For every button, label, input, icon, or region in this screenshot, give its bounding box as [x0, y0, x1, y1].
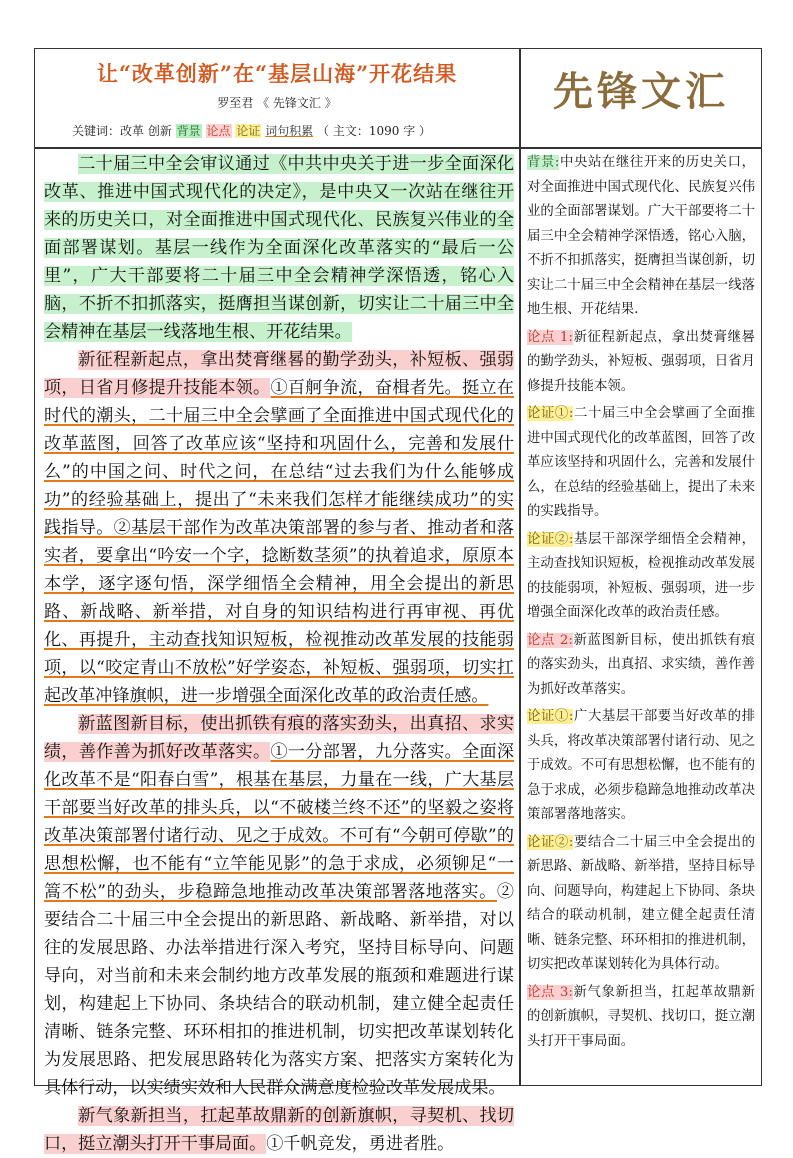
- argument-2-lead: 新蓝图新目标，使出抓铁有痕的落实劲头，出真招、求实绩，善作善为抓好改革落实。: [44, 714, 514, 762]
- side-argument-2-label: 论点 2:: [527, 632, 573, 648]
- side-background-text: 中央站在继往开来的历史关口，对全面推进中国式现代化、民族复兴伟业的全面部署谋划。广大干部要将二十届三中全会精神学深悟透，铭心入脑，不折不扣抓落实，挺膺担当谋创新，切实让二十届三中全会精神在基层一线落地生根、开花结果.: [527, 155, 756, 317]
- paragraph-argument-2: [44, 710, 514, 1102]
- side-background: [527, 151, 755, 323]
- side-evidence-2-2: [527, 831, 755, 978]
- author-line: 罗至君 《 先锋文汇 》: [217, 96, 337, 110]
- summary-sidebar: [527, 151, 755, 1083]
- keywords-line: [72, 122, 431, 139]
- side-evidence-1-1: [527, 402, 755, 525]
- background-text: 二十届三中全会审议通过《中共中央关于进一步全面深化改革、推进中国式现代化的决定》，是中央又一次站在继往开来的历史关口，对全面推进中国式现代化、民族复兴伟业的全面部署谋划。基层一线作为全面深化改革落实的“最后一公里”，广大干部要将二十届三中全会精神学深悟透，铭心入脑，不折不扣抓落实，挺膺担当谋创新，切实让二十届三中全会精神在基层一线落地生根、开花结果。: [44, 154, 514, 342]
- legend-evidence: 论证: [236, 124, 261, 138]
- side-argument-3-text: 新气象新担当，扛起革故鼎新的创新旗帜，寻契机、找切口，挺立潮头打开干事局面。: [527, 984, 755, 1049]
- side-evidence-1-2-text: 基层干部深学细悟全会精神，主动查找知识短板，检视推动改革发展的技能弱项，补短板、强弱项，进一步增强全面深化改革的政治责任感。: [527, 531, 756, 620]
- main-article: [44, 150, 514, 1154]
- side-evidence-2-2-text: 要结合二十届三中全会提出的新思路、新战略、新举措，坚持目标导向、问题导向，构建起上下协同、条块结合的联动机制，建立健全起责任清晰、链条完整、环环相扣的推进机制，切实把改革谋划转化为具体行动。: [527, 834, 756, 972]
- side-argument-1-text: 新征程新起点，拿出焚膏继晷的勤学劲头，补短板、强弱项，日省月修提升技能本领。: [527, 329, 755, 394]
- side-evidence-2-1-label: 论证①:: [527, 709, 574, 724]
- paragraph-background: [44, 150, 514, 346]
- column-divider: [519, 48, 521, 1086]
- argument-1-lead: 新征程新起点，拿出焚膏继晷的勤学劲头，补短板、强弱项，日省月修提升技能本领。: [44, 350, 514, 398]
- side-evidence-1-1-label: 论证①:: [527, 406, 574, 421]
- legend-argument: 论点: [206, 124, 231, 138]
- legend-accumulate: 词句积累: [265, 124, 314, 138]
- legend-background: 背景: [176, 124, 201, 138]
- side-background-label: 背景:: [527, 155, 560, 170]
- argument-3-lead: 新气象新担当，扛起革故鼎新的创新旗帜，寻契机、找切口，挺立潮头打开干事局面。: [44, 1106, 514, 1154]
- side-argument-3: [527, 981, 755, 1055]
- paragraph-argument-1: [44, 346, 514, 710]
- brand-logo-text: 先锋文汇: [553, 68, 729, 115]
- side-evidence-2-1: [527, 705, 755, 828]
- side-argument-1-label: 论点 1:: [527, 329, 573, 345]
- side-argument-2: [527, 629, 755, 703]
- keywords-label: 关键词：改革 创新: [72, 124, 172, 138]
- side-argument-3-label: 论点 3:: [527, 984, 573, 1000]
- side-evidence-2-1-text: 广大基层干部要当好改革的排头兵，将改革决策部署付诸行动、见之于成效。不可有思想松懈，也不能有的急于求成，必须步稳蹄急地推动改革决策部署落地落实。: [527, 709, 756, 822]
- side-evidence-1-1-text: 二十届三中全会擘画了全面推进中国式现代化的改革蓝图，回答了改革应该坚持和巩固什么，完善和发展什么，在总结的经验基础上，提出了未来的实践指导。: [527, 406, 756, 519]
- argument-2-evidence-2: ②要结合二十届三中全会提出的新思路、新战略、新举措，对以往的发展思路、办法举措进行深入考究，坚持目标导向、问题导向，对当前和未来会制约地方改革发展的瓶颈和难题进行谋划，构建起上下协同、条块结合的联动机制，建立健全起责任清晰、链条完整、环环相扣的推进机制，切实把改革谋划转化为发展思路、把发展思路转化为落实方案、把落实方案转化为具体行动，以实绩实效和人民群众满意度检验改革发展成果。: [44, 882, 514, 1098]
- paragraph-argument-3: [44, 1102, 514, 1158]
- argument-1-evidence: ①百舸争流，奋楫者先。挺立在时代的潮头，二十届三中全会擘画了全面推进中国式现代化的改革蓝图，回答了改革应该“坚持和巩固什么，完善和发展什么”的中国之问、时代之问，在总结“过去我们为什么能够成功”的经验基础上，提出了“未来我们怎样才能继续成功”的实践指导。②基层干部作为改革决策部署的参与者、推动者和落实者，要拿出“吟安一个字，捻断数茎须”的执着追求，原原本本学，逐字逐句悟，深学细悟全会精神，用全会提出的新思路、新战略、新举措，对自身的知识结构进行再审视、再优化、再提升，主动查找知识短板，检视推动改革发展的技能弱项，以“咬定青山不放松”好学姿态，补短板、强弱项，切实扛起改革冲锋旗帜，进一步增强全面深化改革的政治责任感。: [44, 378, 514, 706]
- side-evidence-2-2-label: 论证②:: [527, 834, 574, 850]
- word-count: （ 主文：1090 字 ）: [317, 124, 432, 138]
- header-divider: [34, 147, 762, 149]
- argument-3-evidence: ①千帆竞发，勇进者胜。: [266, 1134, 455, 1154]
- article-title: 让“改革创新”在“基层山海”开花结果: [96, 61, 458, 86]
- side-evidence-1-2: [527, 528, 755, 626]
- argument-2-evidence-1: ①一分部署，九分落实。全面深化改革不是“阳春白雪”，根基在基层，力量在一线，广大基层干部要当好改革的排头兵，以“不破楼兰终不还”的坚毅之姿将改革决策部署付诸行动、见之于成效。不可有“今朝可停歇”的思想松懈，也不能有“立竿能见影”的急于求成，必须铆足“一篙不松”的劲头，步稳蹄急地推动改革决策部署落地落实。: [44, 742, 514, 902]
- side-argument-2-text: 新蓝图新目标，使出抓铁有痕的落实劲头，出真招、求实绩，善作善为抓好改革落实。: [527, 632, 755, 697]
- side-argument-1: [527, 326, 755, 400]
- side-evidence-1-2-label: 论证②:: [527, 531, 574, 547]
